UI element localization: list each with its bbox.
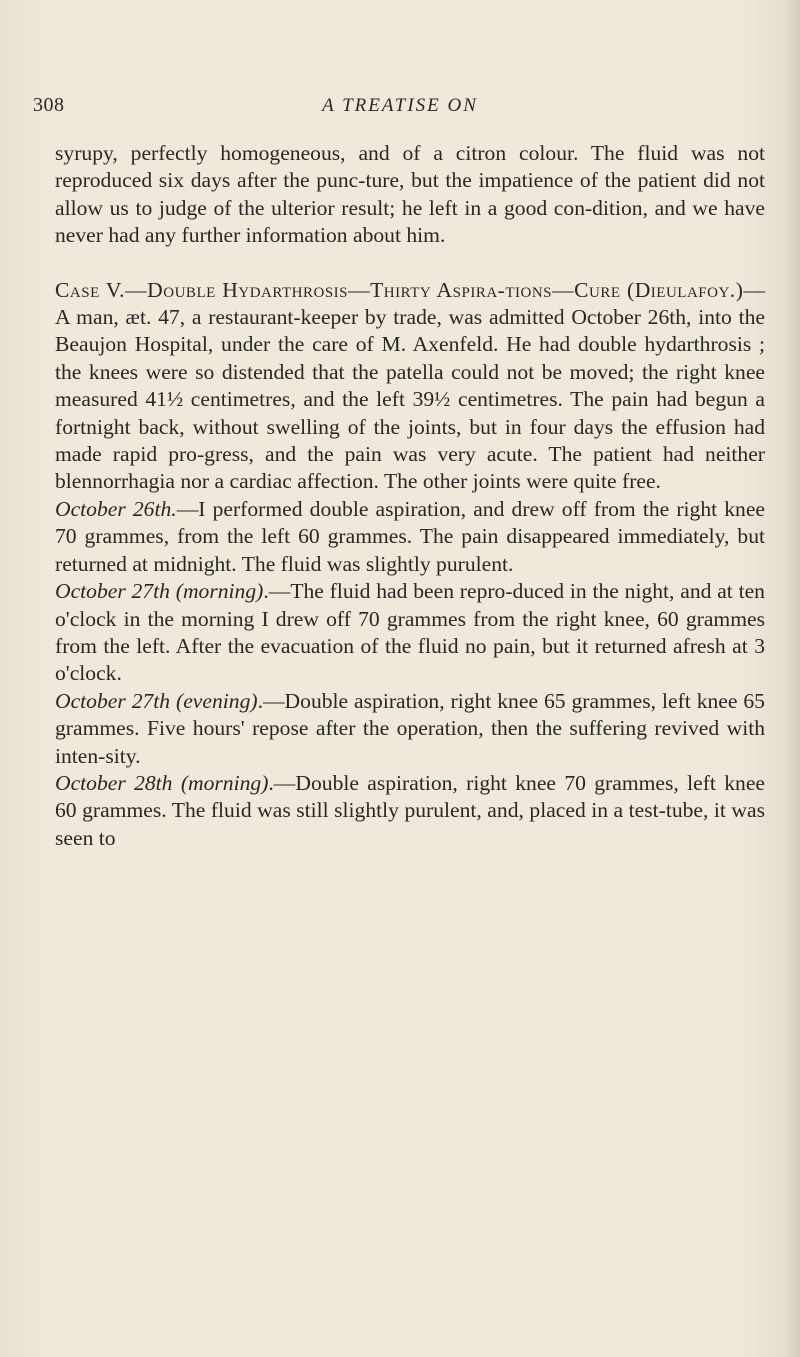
page-edge-shadow [786,0,800,1357]
case-paragraph [55,277,765,496]
paragraph-continuation: syrupy, perfectly homogeneous, and of a citron colour. The fluid was not reproduced six days after the punc-ture, but the impatience of the patient did not allow us to judge of the ulterior result; he left in a good con-dition, and we have never had any further information about him. [55,141,765,248]
case-text: —A man, æt. 47, a restaurant-keeper by trade, was admitted October 26th, into the Beaujon Hospital, under the care of M. Axenfeld. He had double hydarthrosis ; the knees were so distended that the patella could not be moved; the right knee measured 41½ centimetres, and the left 39½ centimetres. The pain had begun a fortnight back, without swelling of the joints, but in four days the effusion had made rapid pro-gress, and the pain was very acute. The patient had neither blennorrhagia nor a cardiac affection. The other joints were quite free. [55,277,765,494]
entry-october-28-morning [55,770,765,852]
entry-date: October 28th [55,770,173,795]
entry-text: —I performed double aspiration, and drew off from the right knee 70 grammes, from the left 60 grammes. The pain disappeared immediately, but returned at midnight. The fluid was slightly purulent. [55,496,765,576]
entry-text: .—The fluid had been repro-duced in the night, and at ten o'clock in the morning I drew off 70 grammes from the right knee, 60 grammes from the left. After the evacuation of the fluid no pain, but it returned afresh at 3 o'clock. [55,579,765,686]
entry-date: October 26th. [55,496,177,521]
page-number: 308 [33,94,65,116]
entry-time: (morning) [180,770,269,795]
running-head: A TREATISE ON [322,95,478,116]
body-text [55,140,765,852]
entry-time: (morning) [175,579,264,604]
page-header [0,82,800,122]
entry-text: .—Double aspiration, right knee 65 grammes, left knee 65 grammes. Five hours' repose after the operation, then the suffering revived with inten-sity. [55,688,765,768]
entry-time: (evening) [176,688,258,713]
entry-october-27-evening [55,688,765,770]
entry-text: .—Double aspiration, right knee 70 grammes, left knee 60 grammes. The fluid was still slightly purulent, and, placed in a test-tube, it was seen to [55,770,765,850]
entry-october-26 [55,496,765,578]
case-title: Case V.—Double Hydarthrosis—Thirty Aspira-tions—Cure (Dieulafoy.) [55,277,744,302]
entry-date: October 27th [55,688,171,713]
entry-october-27-morning [55,578,765,688]
entry-date: October 27th [55,579,170,604]
